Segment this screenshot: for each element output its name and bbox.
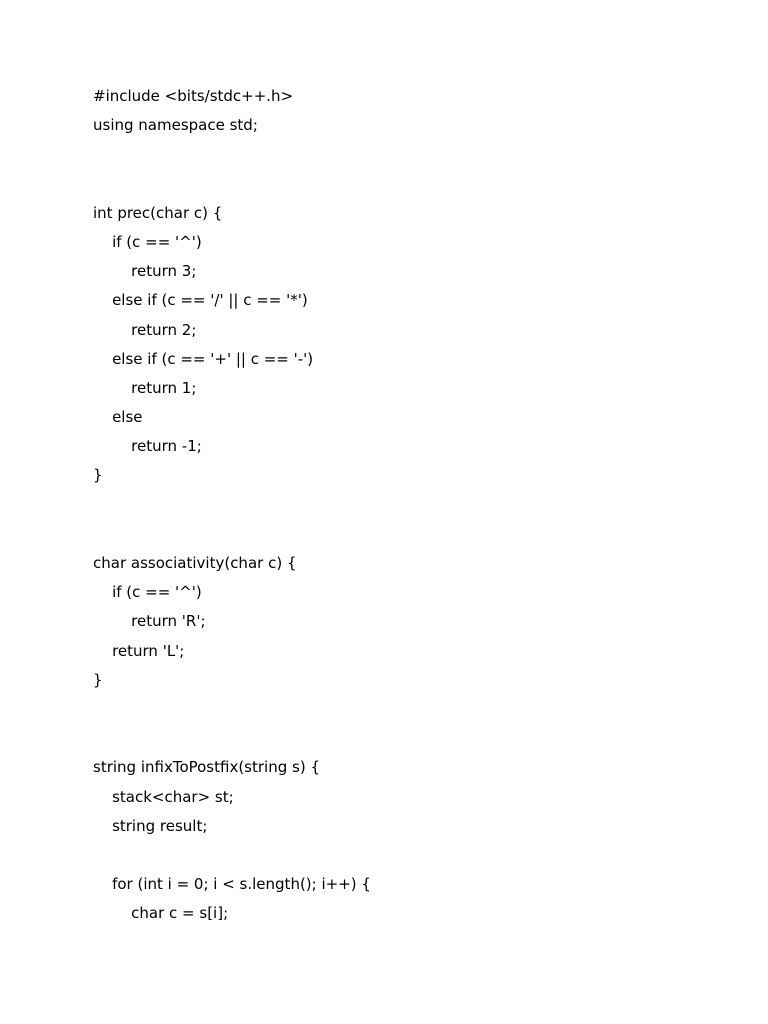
code-line: using namespace std; [93, 116, 258, 135]
code-line: return 'R'; [93, 612, 206, 631]
code-line: char c = s[i]; [93, 904, 229, 923]
code-line [93, 491, 733, 520]
code-line [93, 520, 733, 549]
code-line: else [93, 408, 143, 427]
code-line: return 3; [93, 262, 197, 281]
code-line: return 1; [93, 378, 197, 397]
code-line: if (c == '^') [93, 232, 202, 251]
code-line: else if (c == '+' || c == '-') [93, 349, 314, 368]
code-line: char associativity(char c) { [93, 554, 297, 572]
code-line [93, 140, 733, 169]
code-line [93, 841, 733, 870]
code-line: } [93, 670, 103, 689]
code-line: } [93, 466, 103, 485]
code-line: stack<char> st; [93, 787, 234, 806]
code-line: if (c == '^') [93, 583, 202, 602]
code-line: string result; [93, 816, 208, 835]
code-line: return -1; [93, 437, 202, 456]
code-line: return 'L'; [93, 641, 185, 660]
code-line: #include <bits/stdc++.h> [93, 87, 294, 105]
code-line: for (int i = 0; i < s.length(); i++) { [93, 875, 371, 894]
code-line [93, 695, 733, 724]
code-line: int prec(char c) { [93, 203, 223, 222]
code-line [93, 724, 733, 753]
code-line: return 2; [93, 320, 197, 339]
code-line [93, 170, 733, 199]
code-line: string infixToPostfix(string s) { [93, 758, 320, 777]
code-body [93, 82, 733, 928]
code-line: else if (c == '/' || c == '*') [93, 291, 308, 310]
